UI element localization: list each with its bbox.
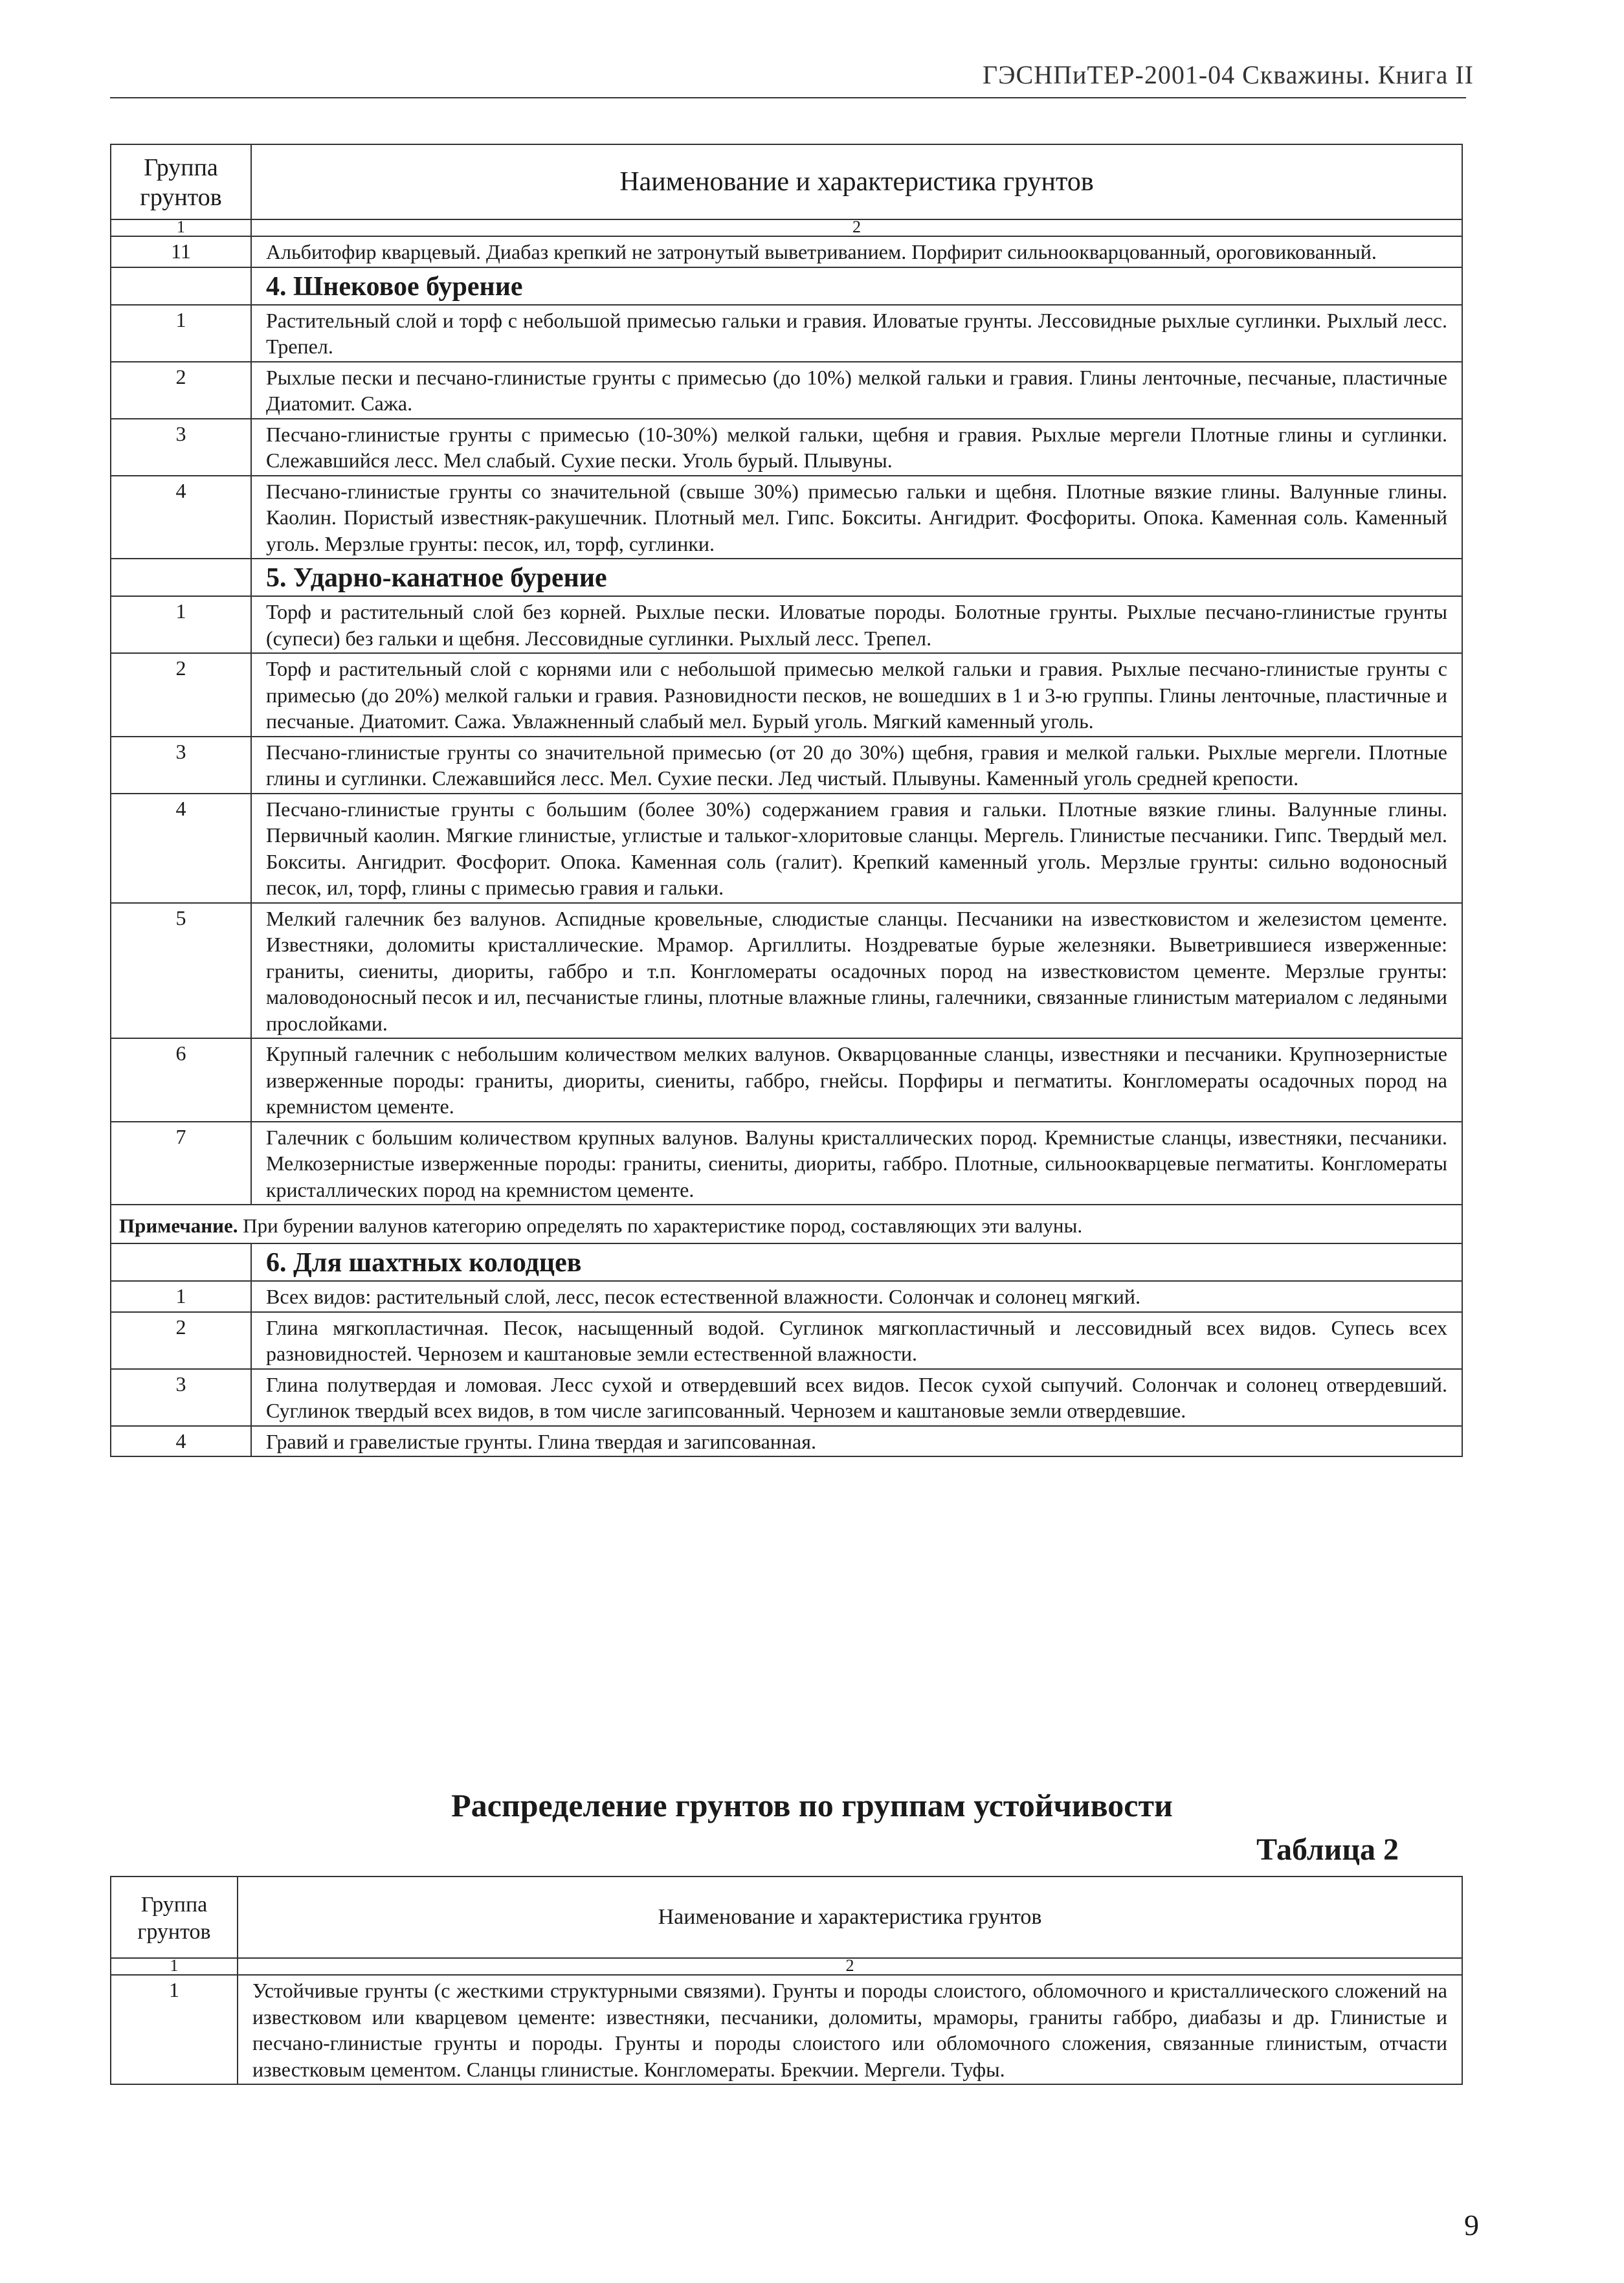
column-header-group: Группа грунтов: [111, 1877, 238, 1958]
table-row: [111, 1975, 1462, 2084]
column-number-1: 1: [111, 219, 251, 236]
table-label: Таблица 2: [1256, 1832, 1399, 1867]
table-row: [111, 596, 1462, 653]
section-heading: Распределение грунтов по группам устойчивости: [451, 1787, 1173, 1823]
group-number: 4: [111, 476, 251, 559]
group-number: 7: [111, 1122, 251, 1205]
table-row: [111, 1369, 1462, 1426]
section-title: 5. Ударно-канатное бурение: [251, 559, 1462, 596]
page-number: 9: [1464, 2209, 1479, 2242]
group-description: Песчано-глинистые грунты со значительной (свыше 30%) примесью гальки и щебня. Плотные вязкие глины. Валунные глины. Каолин. Пористый известняк-ракушечник. Плотный мел. Гипс. Бокситы. Ангидрит. Фосфориты. Опока. Каменная соль. Каменный уголь. Мерзлые грунты: песок, ил, торф, суглинки.: [251, 476, 1462, 559]
table-row: [111, 903, 1462, 1039]
group-description: Песчано-глинистые грунты с большим (более 30%) содержанием гравия и гальки. Плотные вязкие глины. Валунные глины. Первичный каолин. Мягкие глинистые, углистые и тальког-хлоритовые сланцы. Мергель. Глинистые песчаники. Гипс. Твердый мел. Бокситы. Ангидрит. Фосфорит. Опока. Каменная соль (галит). Крепкий каменный уголь. Мерзлые грунты: сильно водоносный песок, ил, торф, глины с примесью гравия и гальки.: [251, 794, 1462, 903]
column-number-row: [111, 1958, 1462, 1975]
column-number-row: [111, 219, 1462, 236]
table-row: [111, 737, 1462, 794]
table-row: [111, 362, 1462, 419]
column-number-2: 2: [238, 1958, 1462, 1975]
group-number: 1: [111, 1281, 251, 1312]
stability-groups-table: [110, 1876, 1463, 2085]
note-label: Примечание.: [119, 1214, 238, 1237]
column-number-1: 1: [111, 1958, 238, 1975]
group-description: Растительный слой и торф с небольшой примесью гальки и гравия. Иловатые грунты. Лессовидные рыхлые суглинки. Рыхлый лесс. Трепел.: [251, 305, 1462, 362]
column-number-2: 2: [251, 219, 1462, 236]
table-row: [111, 1038, 1462, 1122]
column-header-name: Наименование и характеристика грунтов: [238, 1877, 1462, 1958]
group-number: 3: [111, 1369, 251, 1426]
group-description: Рыхлые пески и песчано-глинистые грунты с примесью (до 10%) мелкой гальки и гравия. Глины ленточные, песчаные, пластичные Диатомит. Сажа.: [251, 362, 1462, 419]
group-description: Торф и растительный слой с корнями или с небольшой примесью мелкой гальки и гравия. Рыхлые песчано-глинистые грунты с примесью (до 20%) мелкой гальки и гравия. Разновидности песков, не вошедших в 1 и 3-ю группы. Глины ленточные, пластичные и песчаные. Диатомит. Сажа. Увлажненный слабый мел. Бурый уголь. Мягкий каменный уголь.: [251, 653, 1462, 737]
table-header-row: [111, 144, 1462, 219]
group-number: 2: [111, 362, 251, 419]
table-row: [111, 1312, 1462, 1369]
column-header-name: Наименование и характеристика грунтов: [251, 144, 1462, 219]
note-text: При бурении валунов категорию определять по характеристике пород, составляющих эти валуны.: [243, 1214, 1083, 1237]
table-header-row: [111, 1877, 1462, 1958]
group-description: Глина полутвердая и ломовая. Лесс сухой и отвердевший всех видов. Песок сухой сыпучий. Солончак и солонец отвердевший. Суглинок твердый всех видов, в том числе загипсованный. Чернозем и каштановые земли отвердевшие.: [251, 1369, 1462, 1426]
group-number: 4: [111, 1426, 251, 1457]
soil-groups-table: [110, 144, 1463, 1457]
group-number: 2: [111, 1312, 251, 1369]
group-description: Мелкий галечник без валунов. Аспидные кровельные, слюдистые сланцы. Песчаники на известковистом и железистом цементе. Известняки, доломиты кристаллические. Мрамор. Аргиллиты. Ноздреватые бурые железняки. Выветрившиеся изверженные: граниты, сиениты, диориты, габбро и т.п. Конгломераты осадочных пород на известковистом цементе. Мерзлые грунты: маловодоносный песок и ил, песчанистые глины, плотные влажные глины, галечники, связанные глинистым материалом с ледяными прослойками.: [251, 903, 1462, 1039]
table-row: [111, 1426, 1462, 1457]
section-spacer: [111, 559, 251, 596]
group-number: 2: [111, 653, 251, 737]
table-row: [111, 1281, 1462, 1312]
group-number: 11: [111, 236, 251, 267]
header-rule: [110, 97, 1466, 98]
column-header-group: Группа грунтов: [111, 144, 251, 219]
group-description: Альбитофир кварцевый. Диабаз крепкий не затронутый выветриванием. Порфирит сильноокварцованный, ороговикованный.: [251, 236, 1462, 267]
section-spacer: [111, 1243, 251, 1281]
section-header-row: [111, 1243, 1462, 1281]
group-description: Галечник с большим количеством крупных валунов. Валуны кристаллических пород. Кремнистые сланцы, известняки, песчаники. Мелкозернистые изверженные породы: граниты, сиениты, диориты, габбро. Плотные, сильноокварцевые пегматиты. Конгломераты кристаллических пород на кремнистом цементе.: [251, 1122, 1462, 1205]
table-row: [111, 653, 1462, 737]
group-description: Гравий и гравелистые грунты. Глина твердая и загипсованная.: [251, 1426, 1462, 1457]
section-title: 4. Шнековое бурение: [251, 267, 1462, 305]
table-note: [111, 1205, 1462, 1243]
section-title: 6. Для шахтных колодцев: [251, 1243, 1462, 1281]
group-description: Всех видов: растительный слой, лесс, песок естественной влажности. Солончак и солонец мягкий.: [251, 1281, 1462, 1312]
table-row: [111, 305, 1462, 362]
section-header-row: [111, 559, 1462, 596]
section-header-row: [111, 267, 1462, 305]
note-row: [111, 1205, 1462, 1243]
table-row: [111, 794, 1462, 903]
group-description: Песчано-глинистые грунты со значительной примесью (от 20 до 30%) щебня, гравия и мелкой гальки. Рыхлые мергели. Плотные глины и суглинки. Слежавшийся лесс. Мел. Сухие пески. Лед чистый. Плывуны. Каменный уголь средней крепости.: [251, 737, 1462, 794]
group-number: 3: [111, 737, 251, 794]
group-number: 5: [111, 903, 251, 1039]
group-number: 6: [111, 1038, 251, 1122]
section-spacer: [111, 267, 251, 305]
table-row: [111, 419, 1462, 476]
table-row: [111, 476, 1462, 559]
group-description: Устойчивые грунты (с жесткими структурными связями). Грунты и породы слоистого, обломочного и кристаллического сложений на известковом или кварцевом цементе: известняки, песчаники, доломиты, мраморы, граниты габбро, диабазы и др. Глинистые и песчано-глинистые грунты и породы. Грунты и породы слоистого или обломочного сложения, связанные глинистым, отчасти известковым цементом. Сланцы глинистые. Конгломераты. Брекчии. Мергели. Туфы.: [238, 1975, 1462, 2084]
group-description: Торф и растительный слой без корней. Рыхлые пески. Иловатые породы. Болотные грунты. Рыхлые песчано-глинистые грунты (супеси) без гальки и щебня. Лессовидные суглинки. Рыхлый лесс. Трепел.: [251, 596, 1462, 653]
group-description: Крупный галечник с небольшим количеством мелких валунов. Окварцованные сланцы, известняки и песчаники. Крупнозернистые изверженные породы: граниты, диориты, сиениты, габбро, гнейсы. Порфиры и пегматиты. Конгломераты осадочных пород на кремнистом цементе.: [251, 1038, 1462, 1122]
group-description: Глина мягкопластичная. Песок, насыщенный водой. Суглинок мягкопластичный и лессовидный всех видов. Супесь всех разновидностей. Чернозем и каштановые земли естественной влажности.: [251, 1312, 1462, 1369]
group-number: 1: [111, 1975, 238, 2084]
table-row: [111, 236, 1462, 267]
table-row: [111, 1122, 1462, 1205]
group-number: 4: [111, 794, 251, 903]
running-header: ГЭСНПиТЕР-2001-04 Скважины. Книга II: [983, 60, 1474, 89]
group-number: 3: [111, 419, 251, 476]
group-number: 1: [111, 596, 251, 653]
group-number: 1: [111, 305, 251, 362]
group-description: Песчано-глинистые грунты с примесью (10-30%) мелкой гальки, щебня и гравия. Рыхлые мергели Плотные глины и суглинки. Слежавшийся лесс. Мел слабый. Сухие пески. Уголь бурый. Плывуны.: [251, 419, 1462, 476]
